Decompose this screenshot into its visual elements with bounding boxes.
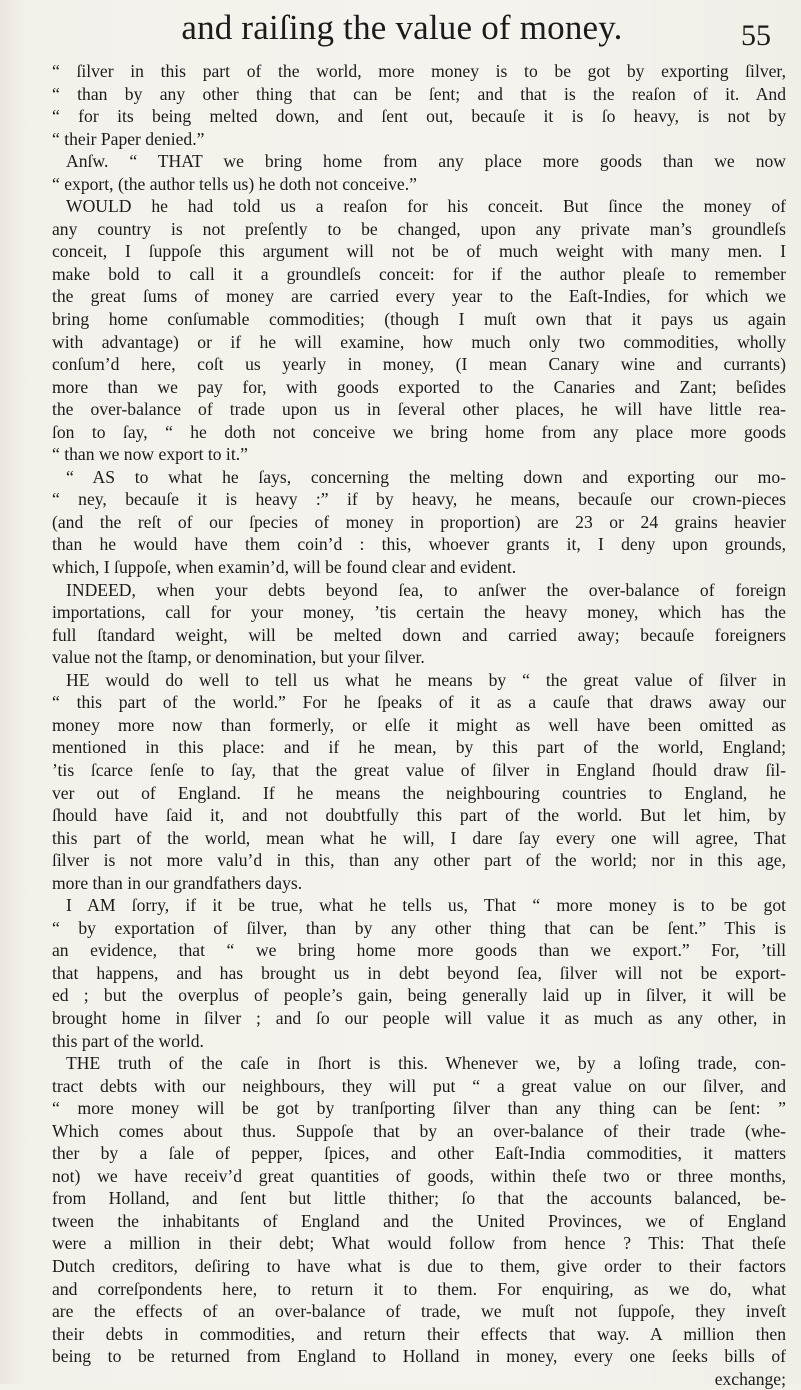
text-line: any country is not preſently to be changed, upon any private man’s groundleſs: [52, 218, 786, 239]
text-line: “ export, (the author tells us) he doth not conceive.”: [52, 173, 417, 194]
text-line: importations, call for your money, ’tis certain the heavy money, which has the: [52, 602, 786, 623]
text-line: WOULD he had told us a reaſon for his conceit. But ſince the money of: [66, 196, 786, 217]
text-line: ther by a ſale of pepper, ſpices, and other Eaſt-India commodities, it matters: [52, 1143, 786, 1164]
text-line: “ their Paper denied.”: [52, 128, 205, 149]
text-line: “ more money will be got by tranſporting ſilver than any thing can be ſent: ”: [52, 1098, 786, 1119]
text-line: which, I ſuppoſe, when examin’d, will be found clear and evident.: [52, 557, 517, 578]
text-line: Dutch creditors, deſiring to have what is due to them, give order to their factors: [52, 1255, 786, 1276]
text-line: were a million in their debt; What would follow from hence ? This: That theſe: [52, 1233, 786, 1254]
text-line: ’tis ſcarce ſenſe to ſay, that the great value of ſilver in England ſhould draw ſil-: [52, 759, 786, 780]
text-line: brought home in ſilver ; and ſo our people will value it as much as any other, in: [52, 1007, 786, 1028]
text-line: HE would do well to tell us what he means by “ the great value of ſilver in: [66, 669, 786, 690]
text-line: not) we have receiv’d great quantities of goods, within theſe two or three months,: [52, 1165, 786, 1186]
text-line: “ ney, becauſe it is heavy :” if by heavy, he means, becauſe our crown-pieces: [52, 489, 786, 510]
text-line: that happens, and has brought us in debt beyond ſea, ſilver will not be export-: [52, 962, 786, 983]
text-line: conceit, I ſuppoſe this argument will not be of much weight with many men. I: [52, 241, 786, 262]
text-line: tween the inhabitants of England and the United Provinces, we of England: [52, 1210, 786, 1231]
text-line: “ for its being melted down, and ſent out, becauſe it is ſo heavy, is not by: [52, 106, 786, 127]
text-line: ſon to ſay, “ he doth not conceive we bring home from any place more goods: [52, 421, 786, 442]
text-line: ſilver is not more valu’d in this, than any other part of the world; nor in this age,: [52, 850, 786, 871]
text-line: “ than we now export to it.”: [52, 444, 248, 465]
text-line: mentioned in this place: and if he mean, by this part of the world, England;: [52, 737, 786, 758]
text-line: from Holland, and ſent but little thither; ſo that the accounts balanced, be-: [52, 1188, 786, 1209]
text-line: with advantage) or if he will examine, how much only two commodities, wholly: [52, 331, 786, 352]
text-line: being to be returned from England to Holland in money, every one ſeeks bills of: [52, 1346, 786, 1367]
text-line: the over-balance of trade upon us in ſeveral other places, he will have little rea-: [52, 399, 786, 420]
text-line: value not the ſtamp, or denomination, but your ſilver.: [52, 647, 425, 668]
text-line: INDEED, when your debts beyond ſea, to anſwer the over-balance of foreign: [66, 579, 786, 600]
text-line: full ſtandard weight, will be melted down and carried away; becauſe foreigners: [52, 624, 786, 645]
text-line: “ AS to what he ſays, concerning the melting down and exporting our mo-: [66, 466, 786, 487]
catchword: exchange;: [714, 1368, 786, 1389]
text-line: this part of the world.: [52, 1030, 204, 1051]
text-line: ed ; but the overplus of people’s gain, being generally laid up in ſilver, it will be: [52, 985, 786, 1006]
body-text: [52, 60, 786, 1390]
text-line: money more now than formerly, or elſe it might as well have been omitted as: [52, 714, 786, 735]
text-line: their debts in commodities, and return their effects that way. A million then: [52, 1323, 786, 1344]
text-line: make bold to call it a groundleſs conceit: for if the author pleaſe to remember: [52, 263, 786, 284]
text-line: tract debts with our neighbours, they will put “ a great value on our ſilver, and: [52, 1075, 786, 1096]
text-line: Which comes about thus. Suppoſe that by an over-balance of their trade (whe-: [52, 1120, 786, 1141]
text-line: and correſpondents here, to return it to them. For enquiring, as we do, what: [52, 1278, 786, 1299]
text-line: I AM ſorry, if it be true, what he tells us, That “ more money is to be got: [66, 895, 786, 916]
text-line: “ by exportation of ſilver, than by any other thing that can be ſent.” This is: [52, 917, 786, 938]
text-line: are the effects of an over-balance of trade, we muſt not ſuppoſe, they inveſt: [52, 1301, 786, 1322]
page-number: 55: [741, 19, 771, 52]
text-line: conſum’d here, coſt us yearly in money, (I mean Canary wine and currants): [52, 354, 786, 375]
text-line: an evidence, that “ we bring home more goods than we export.” For, ’till: [52, 940, 786, 961]
text-line: more than we pay for, with goods exported to the Canaries and Zant; beſides: [52, 376, 786, 397]
text-line: THE truth of the caſe in ſhort is this. Whenever we, by a loſing trade, con-: [66, 1053, 786, 1074]
text-line: than he would have them coin’d : this, whoever grants it, I deny upon grounds,: [52, 534, 786, 555]
text-line: more than in our grandfathers days.: [52, 872, 303, 893]
text-line: “ ſilver in this part of the world, more money is to be got by exporting ſilver,: [52, 61, 786, 81]
text-line: bring home conſumable commodities; (though I muſt own that it pays us again: [52, 309, 786, 330]
text-line: “ this part of the world.” For he ſpeaks of it as a cauſe that draws away our: [52, 692, 786, 713]
text-line: “ than by any other thing that can be ſent; and that is the reaſon of it. And: [52, 83, 786, 104]
text-line: ſhould have ſaid it, and not doubtfully this part of the world. But let him, by: [52, 805, 786, 826]
text-line: (and the reſt of our ſpecies of money in proportion) are 23 or 24 grains heavier: [52, 511, 786, 532]
text-line: Anſw. “ THAT we bring home from any place more goods than we now: [66, 151, 786, 172]
running-head-title: and raiſing the value of money.: [181, 8, 623, 47]
text-line: this part of the world, mean what he will, I dare ſay every one will agree, That: [52, 827, 786, 848]
text-line: ver out of England. If he means the neighbouring countries to England, he: [52, 782, 786, 803]
text-line: the great ſums of money are carried every year to the Eaſt-Indies, for which we: [52, 286, 786, 307]
